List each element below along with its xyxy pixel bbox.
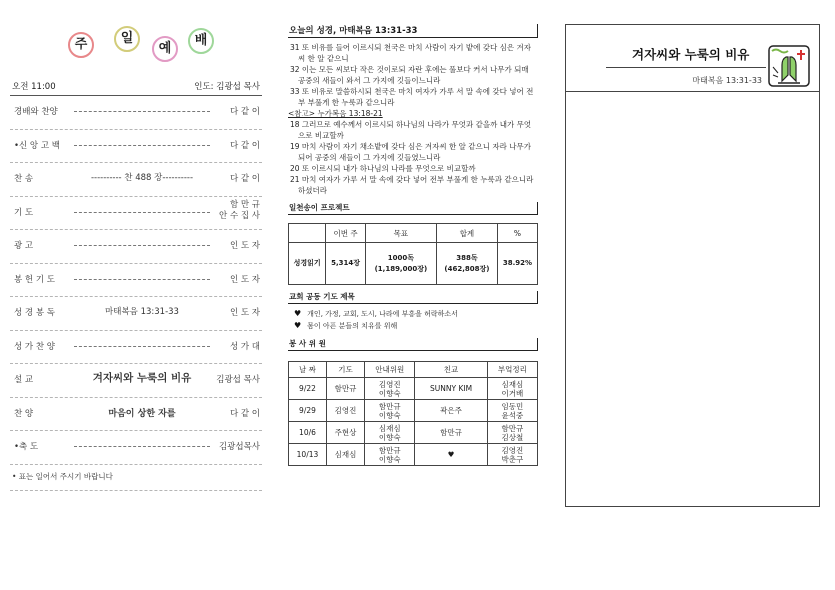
order-row-song (10, 398, 262, 432)
table-header: 부엌정리 (487, 362, 537, 378)
table-header-row (289, 362, 538, 378)
goal-count: 1000독 (387, 253, 414, 262)
title-char-1: 주 (68, 32, 94, 58)
order-item-name: 성 경 봉 독 (14, 308, 55, 318)
table-row (289, 378, 538, 400)
table-cell: 심재심 이거배 (487, 378, 537, 400)
table-row (289, 422, 538, 444)
order-list (10, 96, 262, 465)
order-item-person: 김광섭목사 (218, 442, 260, 452)
table-cell: 곽은주 (415, 400, 487, 422)
order-item-name: 기 도 (14, 207, 34, 218)
sermon-panel-scripture: 마태복음 13:31-33 (692, 76, 762, 85)
scripture-and-info (288, 24, 538, 466)
order-row-praise (10, 96, 262, 130)
order-item-person: 성 가 대 (229, 341, 260, 352)
table-header: 기도 (326, 362, 364, 378)
standing-note: • 표는 일어서 주시기 바랍니다 (12, 471, 113, 481)
heart-icon: ♥ (294, 321, 302, 330)
dotted-leader (74, 437, 210, 447)
table-header (289, 224, 326, 243)
verse: 19 마치 사람이 자기 채소밭에 갖다 심은 겨자씨 한 알 같으니 자라 나무가 되어 공중의 새들이 그 가지에 깃들였느니라 (290, 142, 532, 162)
table-row (289, 400, 538, 422)
prayer-text: 개인, 가정, 교회, 도시, 나라에 부흥을 허락하소서 (307, 310, 458, 318)
table-cell: 주현상 (326, 422, 364, 444)
table-header-row (289, 224, 538, 243)
order-item-person: 함 만 규 안 수 집 사 (219, 199, 260, 221)
verse: 31 또 비유를 들어 이르시되 천국은 마치 사람이 자기 밭에 갖다 심은 겨자씨 한 알 같으니 (290, 43, 532, 63)
dotted-leader (74, 203, 210, 213)
sermon-title: 겨자씨와 누룩의 비유 (92, 372, 192, 384)
duty-table (288, 361, 538, 466)
heart-icon: ♥ (294, 309, 302, 318)
order-row-benediction (10, 431, 262, 465)
table-cell: 10/13 (289, 444, 327, 466)
list-item (294, 320, 538, 332)
order-item-detail: 마음이 상한 자를 (108, 408, 176, 419)
order-row-hymn (10, 163, 262, 197)
table-cell: 심재심 (326, 444, 364, 466)
order-item-person: 다 같 이 (229, 140, 260, 151)
order-row-offering-prayer (10, 264, 262, 298)
title-char-3: 예 (152, 36, 178, 62)
order-item-person: 다 같 이 (229, 107, 260, 117)
title-char-2: 일 (114, 26, 140, 52)
order-item-name: •신 앙 고 백 (14, 140, 60, 151)
table-header: % (497, 224, 537, 243)
order-item-person: 인 도 자 (229, 241, 260, 251)
table-cell: 함만규 이향숙 (365, 444, 415, 466)
sermon-panel-title: 겨자씨와 누룩의 비유 (632, 47, 750, 62)
table-cell: 김영진 이향숙 (365, 378, 415, 400)
order-item-detail: ---------- 찬 488 장---------- (90, 173, 194, 183)
order-row-choir (10, 331, 262, 365)
list-item (294, 308, 538, 320)
service-time: 오전 11:00 (12, 82, 56, 92)
order-item-name: 설 교 (14, 375, 34, 385)
table-cell: 김영진 (326, 400, 364, 422)
order-of-worship (10, 26, 262, 491)
title-char-4: 배 (188, 28, 214, 54)
verse: 18 그러므로 예수께서 이르시되 하나님의 나라가 무엇과 같을까 내가 무엇으로 비교할까 (290, 120, 532, 140)
order-row-prayer (10, 197, 262, 231)
table-header: 안내위원 (365, 362, 415, 378)
table-cell: SUNNY KIM (415, 378, 487, 400)
dotted-leader (74, 270, 210, 280)
verse: 33 또 비유로 말씀하시되 천국은 마치 여자가 가루 서 말 속에 갖다 넣어 전부 부풀게 한 누룩과 같으니라 (290, 87, 534, 107)
reference-heading: <참고> 누가복음 13:18-21 (288, 109, 383, 118)
order-item-name: 광 고 (14, 241, 34, 251)
order-item-name: 봉 헌 기 도 (14, 274, 55, 285)
worship-title (10, 26, 262, 64)
order-item-name: 성 가 찬 양 (14, 341, 55, 352)
today-scripture-heading: 오늘의 성경, 마태복음 13:31-33 (288, 24, 538, 38)
duty-heading: 봉 사 위 원 (288, 338, 538, 351)
order-item-person: 다 같 이 (229, 174, 260, 184)
table-cell: 임동민 윤석중 (487, 400, 537, 422)
order-item-person: 김광섭 목사 (216, 375, 260, 385)
table-cell: 함만규 이향숙 (365, 400, 415, 422)
verse: 21 마치 여자가 가루 서 말 속에 갖다 넣어 전부 부풀게 한 누룩과 같으니라 하셨더라 (290, 175, 534, 195)
dotted-leader (74, 337, 210, 347)
order-item-name: 찬 송 (14, 174, 34, 184)
order-item-person: 인 도 자 (229, 308, 260, 318)
order-item-name: 찬 양 (14, 408, 34, 419)
table-header: 날 짜 (289, 362, 327, 378)
table-cell: 김영진 박춘구 (487, 444, 537, 466)
service-info (10, 80, 262, 96)
dotted-leader (74, 136, 210, 146)
table-cell (365, 243, 436, 285)
project-heading: 일천송이 프로젝트 (288, 202, 538, 215)
table-header: 합계 (436, 224, 497, 243)
project-table (288, 223, 538, 285)
table-cell: 9/22 (289, 378, 327, 400)
order-row-sermon (10, 364, 262, 398)
dotted-leader (74, 102, 210, 112)
table-cell: 9/29 (289, 400, 327, 422)
order-item-detail: 마태복음 13:31-33 (105, 307, 179, 317)
table-cell (436, 243, 497, 285)
divider (606, 67, 766, 68)
order-item-name: •축 도 (14, 442, 39, 452)
table-header: 이번 주 (326, 224, 366, 243)
table-row (289, 444, 538, 466)
table-header: 친교 (415, 362, 487, 378)
table-header: 목표 (365, 224, 436, 243)
table-cell: 함만규 김상철 (487, 422, 537, 444)
table-cell: 함만규 (326, 378, 364, 400)
goal-chapters: (1,189,000장) (374, 264, 428, 273)
prayer-text: 몸이 아픈 분들의 치유를 위해 (307, 322, 398, 330)
order-row-scripture (10, 297, 262, 331)
dotted-leader (74, 236, 210, 246)
table-cell: ♥ (415, 444, 487, 466)
order-item-person: 다 같 이 (229, 408, 260, 419)
service-leader: 인도: 김광섭 목사 (194, 82, 260, 92)
table-cell: 성경읽기 (289, 243, 326, 285)
divider (566, 91, 819, 92)
verse: 32 이는 모든 씨보다 작은 것이로되 자란 후에는 풀보다 커서 나무가 되매 공중의 새들이 와서 그 가지에 깃들이느니라 (290, 65, 529, 85)
order-item-name: 경배와 찬양 (14, 107, 58, 117)
prayer-list (288, 308, 538, 332)
order-item-person: 인 도 자 (229, 274, 260, 285)
table-cell: 심재심 이향숙 (365, 422, 415, 444)
prayer-heading: 교회 공동 기도 제목 (288, 291, 538, 304)
verse: 20 또 이르시되 내가 하나님의 나라를 무엇으로 비교할까 (290, 164, 476, 173)
table-cell: 5,314장 (326, 243, 366, 285)
total-chapters: (462,808장) (444, 264, 490, 273)
sermon-panel (565, 24, 820, 507)
table-cell: 10/6 (289, 422, 327, 444)
table-cell: 함만규 (415, 422, 487, 444)
table-row (289, 243, 538, 285)
praying-hands-icon (768, 45, 810, 87)
table-cell: 38.92% (497, 243, 537, 285)
divider (10, 490, 262, 491)
order-row-creed (10, 130, 262, 164)
total-count: 388독 (456, 253, 478, 262)
order-row-announcements (10, 230, 262, 264)
